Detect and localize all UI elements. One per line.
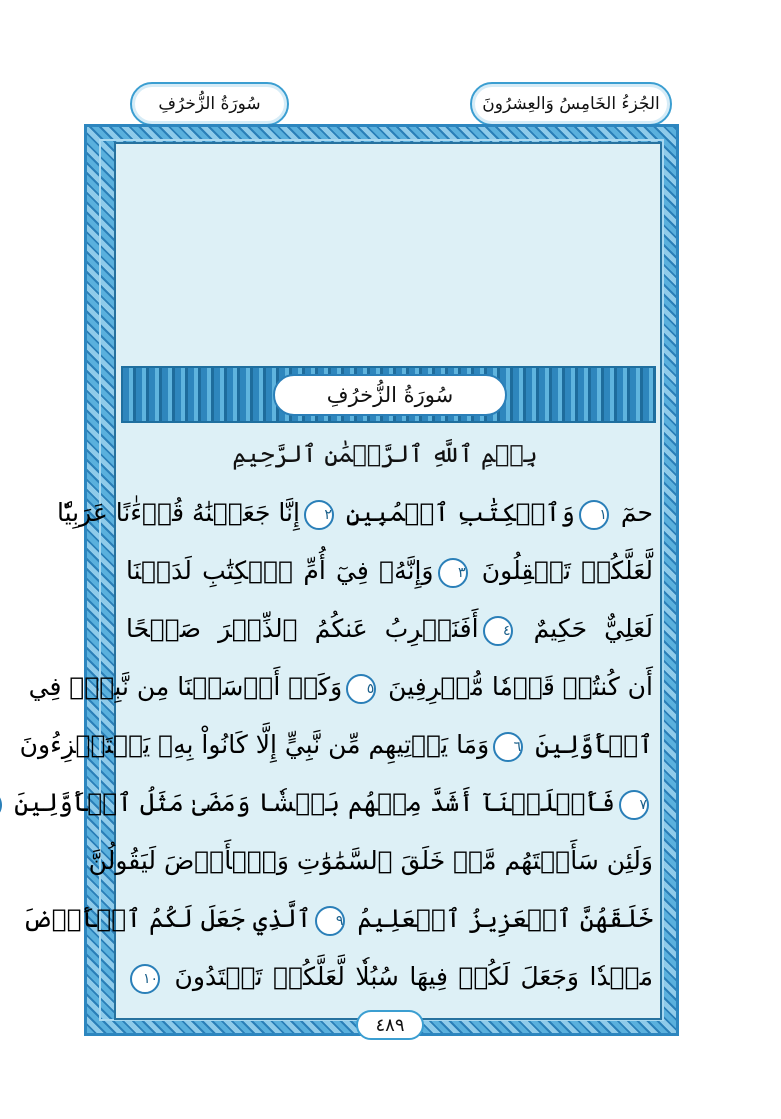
verse-text: ٱلۡأَوَّلِينَ <box>527 730 653 759</box>
page-number-badge <box>356 1010 424 1040</box>
verse-text: وَٱلۡكِتَٰبِ ٱلۡمُبِينِ <box>337 498 575 527</box>
verse-text-block <box>6 484 653 1006</box>
basmala: بِسۡمِ ٱللَّهِ ٱلرَّحۡمَٰنِ ٱلرَّحِيمِ <box>232 440 538 468</box>
verse-text: إِنَّا جَعَلۡنَٰهُ قُرۡءَٰنًا عَرَبِيّٗا <box>56 498 300 527</box>
surah-banner <box>121 366 656 423</box>
ayah-number-marker <box>0 790 2 820</box>
surah-banner-title: سُورَةُ الزُّخرُفِ <box>326 383 454 407</box>
verse-text: وَكَمۡ أَرۡسَلۡنَا مِن نَّبِيّٖ فِي <box>28 672 343 701</box>
verse-text: حمٓ <box>612 498 653 527</box>
verse-text: فَأَهۡلَكۡنَآ أَشَدَّ مِنۡهُم بَطۡشٗا وَمَضَىٰ مَثَلُ ٱلۡأَوَّلِينَ <box>6 788 615 817</box>
verse-line <box>6 774 653 832</box>
verse-line <box>22 890 653 948</box>
ayah-number-marker: ٣ <box>438 558 468 588</box>
verse-text: وَإِنَّهُۥ فِيٓ أُمِّ ٱلۡكِتَٰبِ لَدَيۡنَا <box>126 556 434 585</box>
surah-header-title: سُورَةُ الزُّخرُفِ <box>158 94 261 114</box>
verse-text: لَعَلِيٌّ حَكِيمٌ <box>516 614 653 643</box>
verse-line <box>126 600 653 658</box>
ayah-number-marker: ٩ <box>315 906 345 936</box>
ayah-number-marker: ٤ <box>483 616 513 646</box>
verse-line <box>126 948 653 1006</box>
verse-text: وَلَئِن سَأَلۡتَهُم مَّنۡ خَلَقَ ٱلسَّمَٰوَٰتِ وَٱلۡأَرۡضَ لَيَقُولُنَّ <box>88 846 653 875</box>
ayah-number-marker: ١ <box>579 500 609 530</box>
verse-line <box>88 832 653 890</box>
ayah-number-marker: ٧ <box>619 790 649 820</box>
verse-text: ٱلَّذِي جَعَلَ لَكُمُ ٱلۡأَرۡضَ <box>22 904 312 933</box>
juz-title: الجُزءُ الخَامِسُ وَالعِشرُونَ <box>482 94 660 114</box>
verse-text: مَهۡدٗا وَجَعَلَ لَكُمۡ فِيهَا سُبُلٗا لَّعَلَّكُمۡ تَهۡتَدُونَ <box>164 962 653 991</box>
surah-banner-cartouche <box>273 374 507 416</box>
verse-line <box>19 716 653 774</box>
ayah-number-marker: ١٠ <box>130 964 160 994</box>
verse-line <box>56 484 653 542</box>
verse-text: أَفَنَضۡرِبُ عَنكُمُ ٱلذِّكۡرَ صَفۡحًا <box>126 614 479 643</box>
verse-line <box>28 658 653 716</box>
verse-text: خَلَقَهُنَّ ٱلۡعَزِيزُ ٱلۡعَلِيمُ <box>349 904 653 933</box>
ayah-number-marker: ٢ <box>304 500 334 530</box>
verse-text: وَمَا يَأۡتِيهِم مِّن نَّبِيٍّ إِلَّا كَانُواْ بِهِۦ يَسۡتَهۡزِءُونَ <box>19 730 490 759</box>
juz-title-cartouche <box>470 82 672 126</box>
verse-text: أَن كُنتُمۡ قَوۡمٗا مُّسۡرِفِينَ <box>380 672 653 701</box>
verse-text: لَّعَلَّكُمۡ تَعۡقِلُونَ <box>471 556 653 585</box>
page-number: ٤٨٩ <box>375 1014 405 1036</box>
surah-title-cartouche <box>130 82 289 126</box>
ayah-number-marker: ٦ <box>493 732 523 762</box>
ayah-number-marker: ٥ <box>346 674 376 704</box>
verse-line <box>126 542 653 600</box>
